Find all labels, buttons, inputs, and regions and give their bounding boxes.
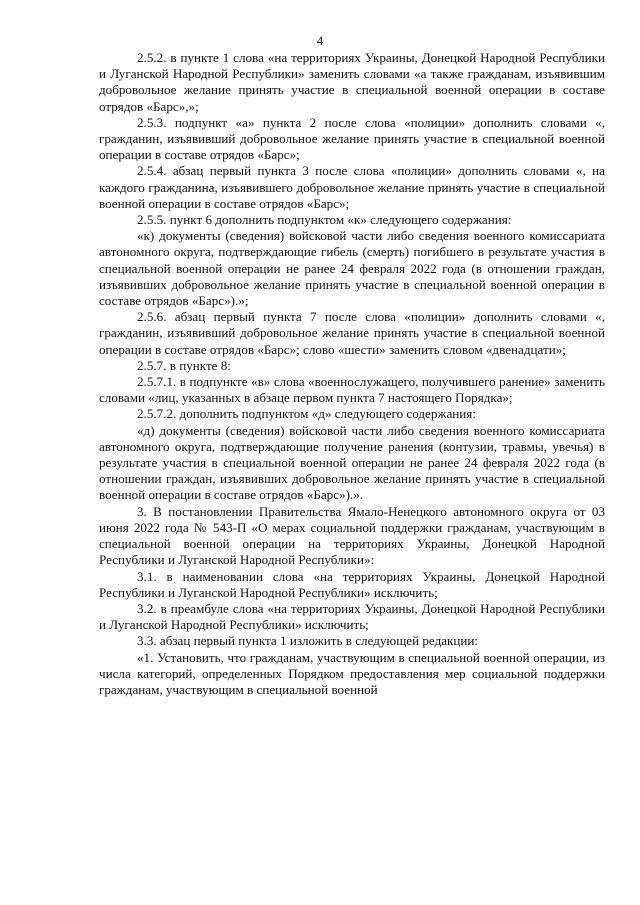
paragraph-new-item-1: «1. Установить, что гражданам, участвующим в специальной военной операции, из числа категорий, определенных Порядком предоставления мер социальной поддержки гражданам, участвующим в специальной военной: [99, 649, 605, 697]
paragraph-2-5-6: 2.5.6. абзац первый пункта 7 после слова «полиции» дополнить словами «, гражданин, изъявивший добровольное желание принять участие в специальной военной операции в составе отрядов «Барс»; слово «шести» заменить словом «двенадцати»;: [99, 309, 605, 357]
paragraph-3-1: 3.1. в наименовании слова «на территориях Украины, Донецкой Народной Республики и Луганской Народной Республики» исключить;: [99, 568, 605, 600]
paragraph-3-2: 3.2. в преамбуле слова «на территориях Украины, Донецкой Народной Республики и Луганской Народной Республики» исключить;: [99, 600, 605, 633]
paragraph-2-5-7-1: 2.5.7.1. в подпункте «в» слова «военнослужащего, получившего ранение» заменить словами «лиц, указанных в абзаце первом пункта 7 настоящего Порядка»;: [99, 374, 605, 406]
document-body: [99, 50, 605, 698]
paragraph-2-5-5: 2.5.5. пункт 6 дополнить подпунктом «к» следующего содержания:: [137, 212, 512, 228]
paragraph-subitem-k: «к) документы (сведения) войсковой части либо сведения военного комиссариата автономного округа, подтверждающие гибель (смерть) погибшего в результате участия в специальной военной операции не ранее 24 февраля 2022 года (в отношении граждан, изъявивших добровольное желание принять участие в специальной военной операции в составе отрядов «Барс»).»;: [99, 228, 605, 309]
paragraph-2-5-4: 2.5.4. абзац первый пункта 3 после слова «полиции» дополнить словами «, на каждого гражданина, изъявившего добровольное желание принять участие в специальной военной операции в составе отрядов «Барс»;: [99, 163, 605, 211]
paragraph-2-5-2: 2.5.2. в пункте 1 слова «на территориях Украины, Донецкой Народной Республики и Луганской Народной Республики» заменить словами «а также гражданам, изъявившим добровольное желание принять участие в специальной военной операции в составе отрядов «Барс»,»;: [99, 50, 605, 114]
paragraph-2-5-7-2: 2.5.7.2. дополнить подпунктом «д» следующего содержания:: [137, 406, 476, 422]
paragraph-2-5-7: 2.5.7. в пункте 8:: [137, 357, 231, 373]
paragraph-subitem-d: «д) документы (сведения) войсковой части либо сведения военного комиссариата автономного округа, подтверждающие получение ранения (контузии, травмы, увечья) в результате участия в специальной военной операции не ранее 24 февраля 2022 года (в отношении граждан, изъявивших добровольное желание принять участие в специальной военной операции в составе отрядов «Барс»).».: [99, 422, 605, 503]
page-number: 4: [316, 33, 324, 48]
paragraph-3: 3. В постановлении Правительства Ямало-Ненецкого автономного округа от 03 июня 2022 года № 543-П «О мерах социальной поддержки гражданам, участвующим в специальной военной операции на территориях Украины, Донецкой Народной Республики и Луганской Народной Республики»:: [99, 503, 605, 568]
paragraph-2-5-3: 2.5.3. подпункт «а» пункта 2 после слова «полиции» дополнить словами «, гражданин, изъявивший добровольное желание принять участие в специальной военной операции в составе отрядов «Барс»;: [99, 114, 605, 163]
paragraph-3-3: 3.3. абзац первый пункта 1 изложить в следующей редакции:: [137, 633, 479, 649]
